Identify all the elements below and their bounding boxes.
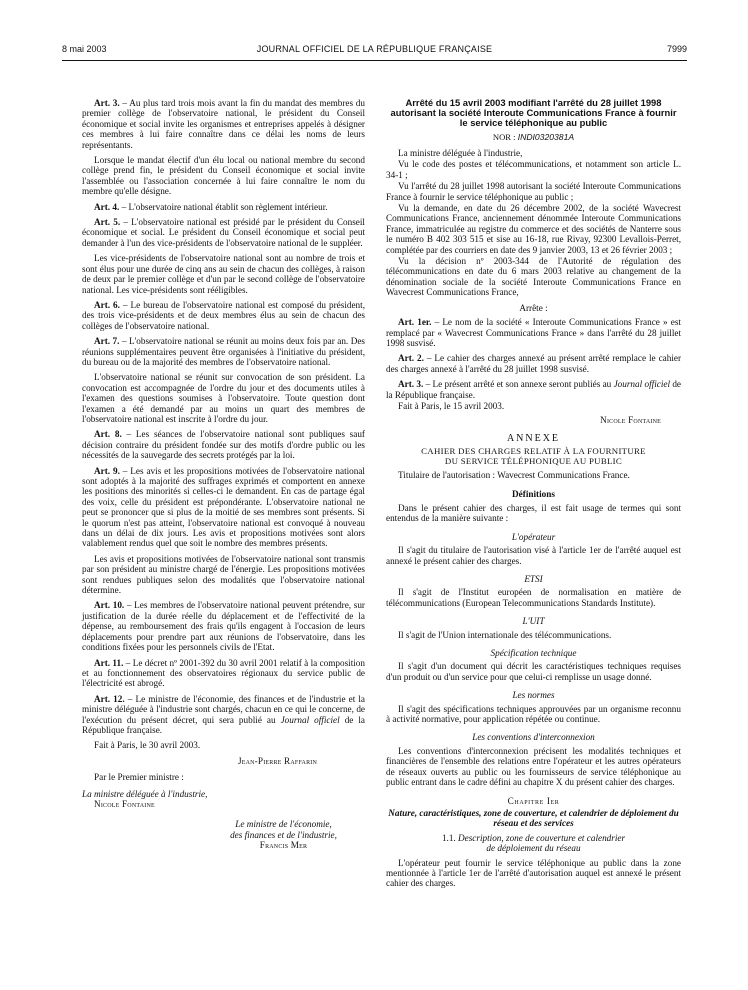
def-normes: Il s'agit des spécifications techniques approuvées par un organisme reconnu à activité normative, pour application répétée ou continue. — [386, 703, 681, 725]
fait-a-paris-right: Fait à Paris, le 15 avril 2003. — [398, 400, 505, 411]
article-11: Art. 11. – Le décret nº 2001-392 du 30 avril 2001 relatif à la composition et au fonctionnement des observatoires régionaux du service public de l'électricité est abrogé. — [82, 657, 365, 689]
annexe-heading: ANNEXE — [506, 432, 561, 444]
article-4: Art. 4. – L'observatoire national établit son règlement intérieur. — [94, 201, 328, 212]
chapter-title: Nature, caractéristiques, zone de couverture, et calendrier de déploiement du réseau et des services — [388, 807, 679, 829]
role-finances-industrie: des finances et de l'industrie, — [230, 829, 337, 840]
signature-francis-mer: Francis Mer — [259, 840, 308, 851]
heading-conventions: Les conventions d'interconnexion — [472, 732, 595, 743]
heading-operateur: L'opérateur — [511, 531, 556, 542]
visa-arrete-1998: Vu l'arrêté du 28 juillet 1998 autorisant la société Interoute Communications France à fournir le service téléphonique au public ; — [386, 181, 681, 202]
role-ministre-deleguee: La ministre déléguée à l'industrie, — [82, 788, 208, 799]
article-2: Art. 2. – Le cahier des charges annexé au présent arrêté remplace le cahier des charges annexé à l'arrêté du 28 juillet 1998 susvisé. — [386, 353, 682, 374]
article-3: Art. 3. – Au plus tard trois mois avant la fin du mandat des membres du premier collège de l'observatoire national, le président du Conseil économique et social invite les organismes et entreprises appelés à désigner ces membres à lui faire connaître dans ce délai les noms de leurs représentants. — [82, 98, 365, 150]
article-7: Art. 7. – L'observatoire national se réunit au moins deux fois par an. Des réunions supplémentaires peuvent être organisées à l'initiative du président, du bureau ou de la majorité des membres de l'observatoire national. — [82, 336, 365, 367]
article-5: Art. 5. – L'observatoire national est présidé par le président du Conseil économique et social. Le président du Conseil économique et social peut demander à l'un des vice-présidents de l'observatoire national de le suppléer. — [82, 217, 365, 248]
article-8: Art. 8. – Les séances de l'observatoire national sont publiques sauf décision contraire du président fondée sur des motifs d'ordre public ou les nécessités de la sauvegarde des secrets protégés par la loi. — [82, 429, 365, 461]
def-specification: Il s'agit d'un document qui décrit les caractéristiques techniques requises d'un produit ou d'un service pour que celui-ci remplisse un usage donné. — [386, 661, 681, 682]
article-6: Art. 6. – Le bureau de l'observatoire national est composé du président, des trois vice-présidents et de deux membres élus au sein de chacun des collèges de l'observatoire national. — [82, 299, 365, 331]
par-le-premier-ministre: Par le Premier ministre : — [94, 772, 184, 783]
def-operateur: Il s'agit du titulaire de l'autorisation visé à l'article 1er de l'arrêté auquel est annexé le présent cahier des charges. — [386, 545, 681, 566]
left-column — [82, 98, 365, 851]
article-10: Art. 10. – Les membres de l'observatoire national peuvent prétendre, sur justification de la durée réelle du déplacement et de l'effectivité de la dépense, au remboursement des frais qu'ils engagent à l'occasion de leurs déplacements pour prendre part aux réunions de l'observatoire, dans les conditions fixées pour les personnels civils de l'Etat. — [82, 600, 365, 653]
signature-nicole-fontaine: Nicole Fontaine — [94, 798, 155, 809]
right-column — [386, 98, 681, 894]
role-ministre-economie: Le ministre de l'économie, — [235, 819, 332, 830]
signature-premier-ministre: Jean-Pierre Raffarin — [237, 755, 317, 766]
header-date: 8 mai 2003 — [62, 44, 107, 54]
heading-etsi: ETSI — [524, 574, 543, 585]
visa-code-postes: Vu le code des postes et télécommunications, et notamment son article L. 34-1 ; — [386, 159, 681, 180]
paragraph-vice-presidents: Les vice-présidents de l'observatoire national sont au nombre de trois et sont élus pour une durée de cinq ans au sein de chacun des collèges, à raison de deux par le premier collège et d'un par le second collège de l'observatoire national. Les vice-présidents sont rééligibles. — [82, 253, 365, 295]
heading-specification: Spécification technique — [490, 648, 577, 659]
header-rule — [62, 60, 687, 61]
paragraph-avis: Les avis et propositions motivées de l'observatoire national sont transmis par son président au ministre chargé de l'énergie. Les propositions motivées sont rendues publiques selon des modalités que l'observatoire national détermine. — [82, 553, 365, 596]
def-uit: Il s'agit de l'Union internationale des télécommunications. — [398, 629, 612, 640]
paragraph-mandat: Lorsque le mandat électif d'un élu local ou national membre du second collège prend fin, le président du Conseil économique et social invite l'assemblée ou l'association concernée à lui faire connaître le nom du membre qu'elle désigne. — [82, 155, 365, 197]
article-12: Art. 12. – Le ministre de l'économie, des finances et de l'industrie et la ministre déléguée à l'industrie sont chargés, chacun en ce qui le concerne, de l'exécution du présent décret, qui sera publié au Journal officiel de la République française. — [82, 693, 365, 735]
journal-title: JOURNAL OFFICIEL DE LA RÉPUBLIQUE FRANÇAISE — [256, 44, 493, 54]
heading-normes: Les normes — [512, 690, 555, 701]
signature-right: Nicole Fontaine — [600, 415, 661, 426]
section-1-1: 1.1. Description, zone de couverture et calendrier de déploiement du réseau — [441, 832, 626, 854]
visa-decision: Vu la décision nº 2003-344 de l'Autorité de régulation des télécommunications en date du 6 mars 2003 relative au changement de la dénomination sociale de la société Interoute Communications France en Wavecrest Communications France, — [386, 256, 681, 298]
paragraph-convocation: L'observatoire national se réunit sur convocation de son président. La convocation est accompagnée de l'ordre du jour et des documents utiles à l'examen des questions soumises à l'observatoire. Toute question dont l'examen a été demandé par au moins un quart des membres de l'observatoire national est inscrite à l'ordre du jour. — [82, 372, 365, 424]
nor-reference: NOR : INDI0320381A — [492, 131, 575, 142]
cahier-title: CAHIER DES CHARGES RELATIF À LA FOURNITURE DU SERVICE TÉLÉPHONIQUE AU PUBLIC — [421, 446, 646, 467]
arrete-title: Arrêté du 15 avril 2003 modifiant l'arrêté du 28 juillet 1998 autorisant la société Interoute Communications France à fournir le service téléphonique au public — [390, 97, 677, 129]
article-1er: Art. 1er. – Le nom de la société « Interoute Communications France » est remplacé par « Wavecrest Communications France » dans l'arrêté du 28 juillet 1998 susvisé. — [386, 317, 681, 348]
fait-a-paris: Fait à Paris, le 30 avril 2003. — [94, 740, 201, 751]
page-number: 7999 — [666, 44, 687, 54]
article-9: Art. 9. – Les avis et les propositions motivées de l'observatoire national sont adoptés à la majorité des suffrages exprimés et comportent en annexe les positions des minorités si celles-ci le demandent. En cas de partage égal des voix, celle du président est prépondérante. L'observatoire national ne peut se prononcer que si plus de la moitié de ses membres sont présents. Si le quorum n'est pas atteint, l'observatoire national est convoqué à nouveau dans un délai de dix jours. Les avis et propositions motivées sont alors valablement rendus quel que soit le nombre des membres présents. — [82, 465, 365, 549]
def-conventions: Les conventions d'interconnexion précisent les modalités techniques et financières de l'ensemble des relations entre l'opérateur et les autres opérateurs de réseaux ouverts au public ou les fournisseurs de service téléphonique au public entrant dans le cadre défini au chapitre X du présent cahier des charges. — [386, 745, 681, 788]
article-3-right: Art. 3. – Le présent arrêté et son annexe seront publiés au Journal officiel de la République française. — [386, 379, 682, 400]
heading-uit: L'UIT — [522, 616, 545, 627]
arrete-label: Arrête : — [519, 302, 548, 313]
chapter-heading: Chapitre Ier — [507, 795, 560, 806]
definitions-intro: Dans le présent cahier des charges, il est fait usage de termes qui sont entendus de la manière suivante : — [386, 502, 681, 524]
visa-demande: Vu la demande, en date du 26 décembre 2002, de la société Wavecrest Communications France, anciennement dénommée Interoute Communications France, immatriculée au registre du commerce et des sociétés de Nanterre sous le numéro B 402 303 515 et sise au 16-18, rue Rivay, 92300 Levallois-Perret, complétée par des courriers en date des 9 janvier 2003, 13 et 26 février 2003 ; — [386, 203, 681, 255]
titulaire: Titulaire de l'autorisation : Wavecrest Communications France. — [398, 470, 630, 481]
paragraph-operateur-zone: L'opérateur peut fournir le service téléphonique au public dans la zone mentionnée à l'article 1er de l'arrêté d'autorisation auquel est annexé le présent cahier des charges. — [386, 857, 681, 889]
definitions-heading: Définitions — [512, 488, 555, 499]
def-etsi: Il s'agit de l'Institut européen de normalisation en matière de télécommunications (European Telecommunications Standards Institute). — [386, 587, 681, 608]
page-header — [62, 44, 687, 58]
visa-ministre: La ministre déléguée à l'industrie, — [398, 148, 523, 159]
